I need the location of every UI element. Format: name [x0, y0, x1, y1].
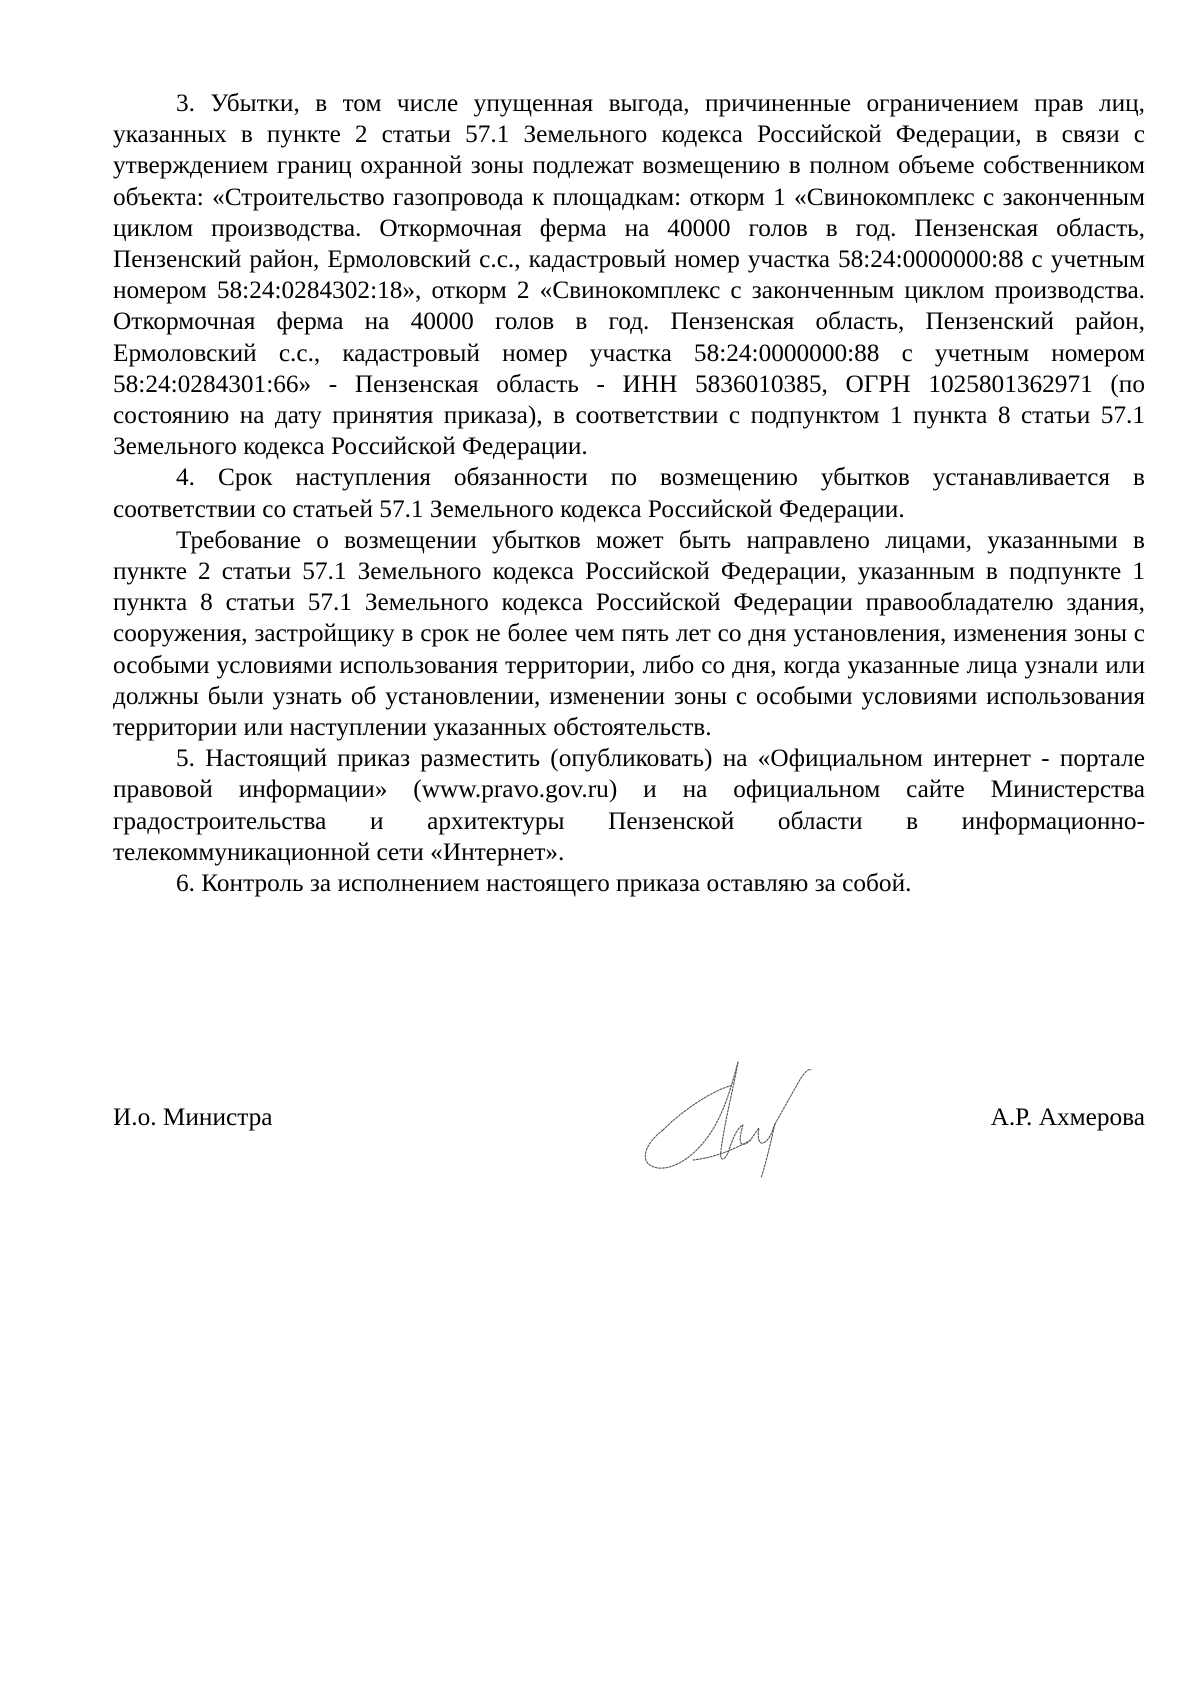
paragraph-item-4: 4. Срок наступления обязанности по возмещению убытков устанавливается в соответствии со статьей 57.1 Земельного кодекса Российской Федерации.: [113, 463, 1145, 523]
signature-block: [113, 1085, 1145, 1205]
document-body: [113, 88, 1145, 899]
signatory-name: А.Р. Ахмерова: [990, 1103, 1145, 1131]
signatory-role: И.о. Министра: [113, 1103, 273, 1131]
paragraph-claim-requirement: Требование о возмещении убытков может быть направлено лицами, указанными в пункте 2 статьи 57.1 Земельного кодекса Российской Федерации, указанным в подпункте 1 пункта 8 статьи 57.1 Земельного кодекса Российской Федерации правообладателю здания, сооружения, застройщику в срок не более чем пять лет со дня установления, изменения зоны с особыми условиями использования территории, либо со дня, когда указанные лица узнали или должны были узнать об установлении, изменении зоны с особыми условиями использования территории или наступлении указанных обстоятельств.: [113, 525, 1145, 742]
paragraph-item-5: 5. Настоящий приказ разместить (опубликовать) на «Официальном интернет - портале правовой информации» (www.pravo.gov.ru) и на официальном сайте Министерства градостроительства и архитектуры Пензенской области в информационно-телекоммуникационной сети «Интернет».: [113, 744, 1145, 866]
paragraph-item-3: 3. Убытки, в том числе упущенная выгода, причиненные ограничением прав лиц, указанных в пункте 2 статьи 57.1 Земельного кодекса Российской Федерации, в связи с утверждением границ охранной зоны подлежат возмещению в полном объеме собственником объекта: «Строительство газопровода к площадкам: откорм 1 «Свинокомплекс с законченным циклом производства. Откормочная ферма на 40000 голов в год. Пензенская область, Пензенский район, Ермоловский с.с., кадастровый номер участка 58:24:0000000:88 с учетным номером 58:24:0284302:18», откорм 2 «Свинокомплекс с законченным циклом производства. Откормочная ферма на 40000 голов в год. Пензенская область, Пензенский район, Ермоловский с.с., кадастровый номер участка 58:24:0000000:88 с учетным номером 58:24:0284301:66» - Пензенская область - ИНН 5836010385, ОГРН 1025801362971 (по состоянию на дату принятия приказа), в соответствии с подпунктом 1 пункта 8 статьи 57.1 Земельного кодекса Российской Федерации.: [113, 89, 1145, 461]
handwritten-signature: [633, 1050, 833, 1190]
paragraph-item-6: 6. Контроль за исполнением настоящего приказа оставляю за собой.: [176, 869, 912, 898]
